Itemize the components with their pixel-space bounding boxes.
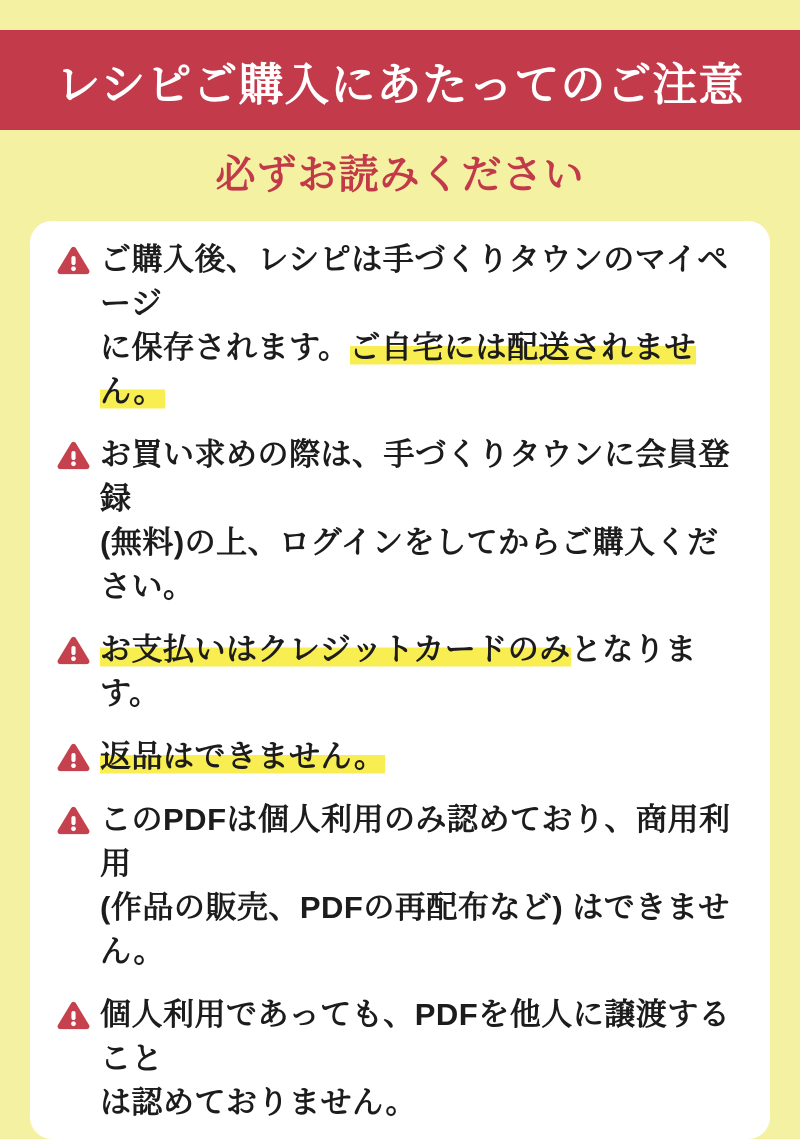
warning-triangle-icon	[57, 805, 90, 836]
notice-item	[57, 993, 746, 1125]
notice-item	[57, 433, 746, 609]
notice-item	[57, 798, 746, 974]
warning-triangle-icon	[57, 635, 90, 666]
plain-text: (作品の販売、PDFの再配布など) はできません。	[100, 890, 730, 969]
highlighted-text: お支払いはクレジットカードのみ	[100, 632, 571, 667]
subtitle-must-read: 必ずお読みください	[215, 153, 585, 197]
plain-text: に保存されます。	[100, 330, 350, 365]
notice-text	[100, 238, 746, 414]
notice-text	[100, 993, 746, 1125]
warning-triangle-icon	[57, 742, 90, 773]
notice-item	[57, 238, 746, 414]
header-banner	[0, 30, 800, 130]
plain-text: このPDFは個人利用のみ認めており、商用利用	[100, 802, 731, 881]
notice-page	[0, 30, 800, 1120]
notice-item	[57, 735, 746, 779]
notice-text	[100, 628, 746, 716]
page-title: レシピご購入にあたってのご注意	[55, 58, 745, 110]
notice-item	[57, 628, 746, 716]
plain-text: 個人利用であっても、PDFを他人に譲渡すること	[100, 997, 731, 1076]
notice-text	[100, 735, 385, 779]
warning-triangle-icon	[57, 440, 90, 471]
warning-triangle-icon	[57, 245, 90, 276]
notice-list	[57, 238, 746, 1125]
highlighted-text: ご自宅には配送されません。	[100, 330, 697, 409]
notice-card	[30, 221, 770, 1139]
plain-text: ご購入後、レシピは手づくりタウンのマイページ	[100, 242, 729, 321]
highlighted-text: 返品はできません。	[100, 739, 386, 774]
plain-text: (無料)の上、ログインをしてからご購入ください。	[100, 525, 719, 604]
plain-text: となります。	[100, 632, 697, 711]
notice-text	[100, 798, 746, 974]
warning-triangle-icon	[57, 1000, 90, 1031]
notice-text	[100, 433, 746, 609]
plain-text: は認めておりません。	[100, 1085, 417, 1120]
plain-text: お買い求めの際は、手づくりタウンに会員登録	[100, 437, 730, 516]
